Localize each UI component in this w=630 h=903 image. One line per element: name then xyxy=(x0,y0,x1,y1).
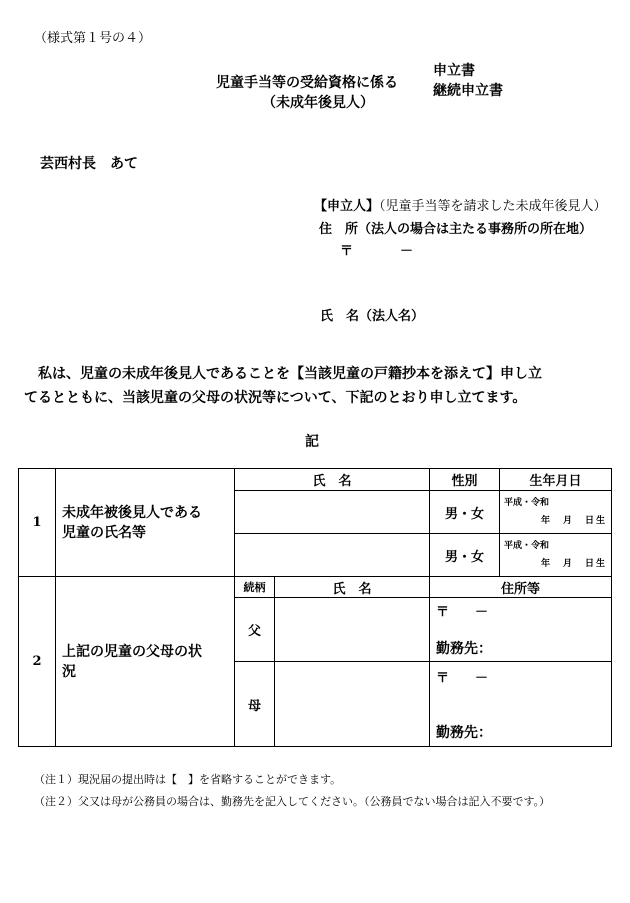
gender-field-2[interactable]: 男・女 xyxy=(430,534,500,577)
mother-workplace-label: 勤務先： xyxy=(436,724,493,741)
section-2-number: 2 xyxy=(19,577,56,747)
applicant-heading xyxy=(314,195,607,214)
mother-address-field[interactable] xyxy=(430,662,612,747)
section-2-label-line-2: 況 xyxy=(62,663,76,680)
title-option-application: 申立書 xyxy=(433,63,475,79)
details-table xyxy=(18,468,612,747)
document-title: 児童手当等の受給資格に係る xyxy=(216,75,398,91)
addressee: 芸西村長 あて xyxy=(40,156,138,172)
father-name-field[interactable] xyxy=(275,598,430,662)
era-label-1: 平成・令和 xyxy=(504,498,550,508)
title-option-continuation: 継続申立書 xyxy=(433,83,503,99)
col-header-child-name: 氏 名 xyxy=(235,469,430,491)
postal-mark: 〒 xyxy=(340,244,354,259)
col-header-birthdate: 生年月日 xyxy=(500,469,612,491)
col-header-address: 住所等 xyxy=(430,577,612,598)
gender-field-1[interactable]: 男・女 xyxy=(430,491,500,534)
date-units-1: 年 月 日生 xyxy=(541,516,608,526)
declaration-paragraph xyxy=(24,362,614,410)
era-label-2: 平成・令和 xyxy=(504,541,550,551)
section-1-label-line-1: 未成年被後見人である xyxy=(62,504,202,521)
col-header-relation: 続柄 xyxy=(235,577,275,598)
mother-postal: 〒 － xyxy=(436,670,489,686)
col-header-gender: 性別 xyxy=(430,469,500,491)
birthdate-field-1[interactable] xyxy=(500,491,612,534)
relation-father: 父 xyxy=(235,598,275,662)
note-1: （注１）現況届の提出時は【 】を省略することができます。 xyxy=(34,773,342,786)
name-label: 氏 名（法人名） xyxy=(320,309,425,324)
father-postal: 〒 － xyxy=(436,605,489,620)
declaration-line-2: てるとともに、当該児童の父母の状況等について、下記のとおり申し立てます。 xyxy=(24,390,527,406)
child-name-field-2[interactable] xyxy=(235,534,430,577)
note-2: （注２）父又は母が公務員の場合は、勤務先を記入してください。（公務員でない場合は記入不要です。） xyxy=(34,795,551,808)
relation-mother: 母 xyxy=(235,662,275,747)
applicant-heading-note: （児童手当等を請求した未成年後見人） xyxy=(379,199,607,214)
section-1-label xyxy=(56,469,235,577)
document-subtitle: （未成年後見人） xyxy=(262,95,374,111)
ki-heading: 記 xyxy=(305,434,319,450)
col-header-parent-name: 氏 名 xyxy=(275,577,430,598)
section-2-label-line-1: 上記の児童の父母の状 xyxy=(62,643,202,660)
applicant-heading-label: 【申立人】 xyxy=(314,199,380,214)
mother-name-field[interactable] xyxy=(275,662,430,747)
declaration-line-1: 私は、児童の未成年後見人であることを【当該児童の戸籍抄本を添えて】申し立 xyxy=(24,366,542,382)
father-address-field[interactable] xyxy=(430,598,612,662)
postal-dash: － xyxy=(400,244,414,259)
father-workplace-label: 勤務先： xyxy=(436,641,493,657)
address-label: 住 所（法人の場合は主たる事務所の所在地） xyxy=(319,222,593,237)
section-1-number: 1 xyxy=(19,469,56,577)
date-units-2: 年 月 日生 xyxy=(541,559,608,569)
section-2-label xyxy=(56,577,235,747)
section-1-label-line-2: 児童の氏名等 xyxy=(62,524,146,541)
child-name-field-1[interactable] xyxy=(235,491,430,534)
birthdate-field-2[interactable] xyxy=(500,534,612,577)
form-number: （様式第１号の４） xyxy=(34,31,152,46)
